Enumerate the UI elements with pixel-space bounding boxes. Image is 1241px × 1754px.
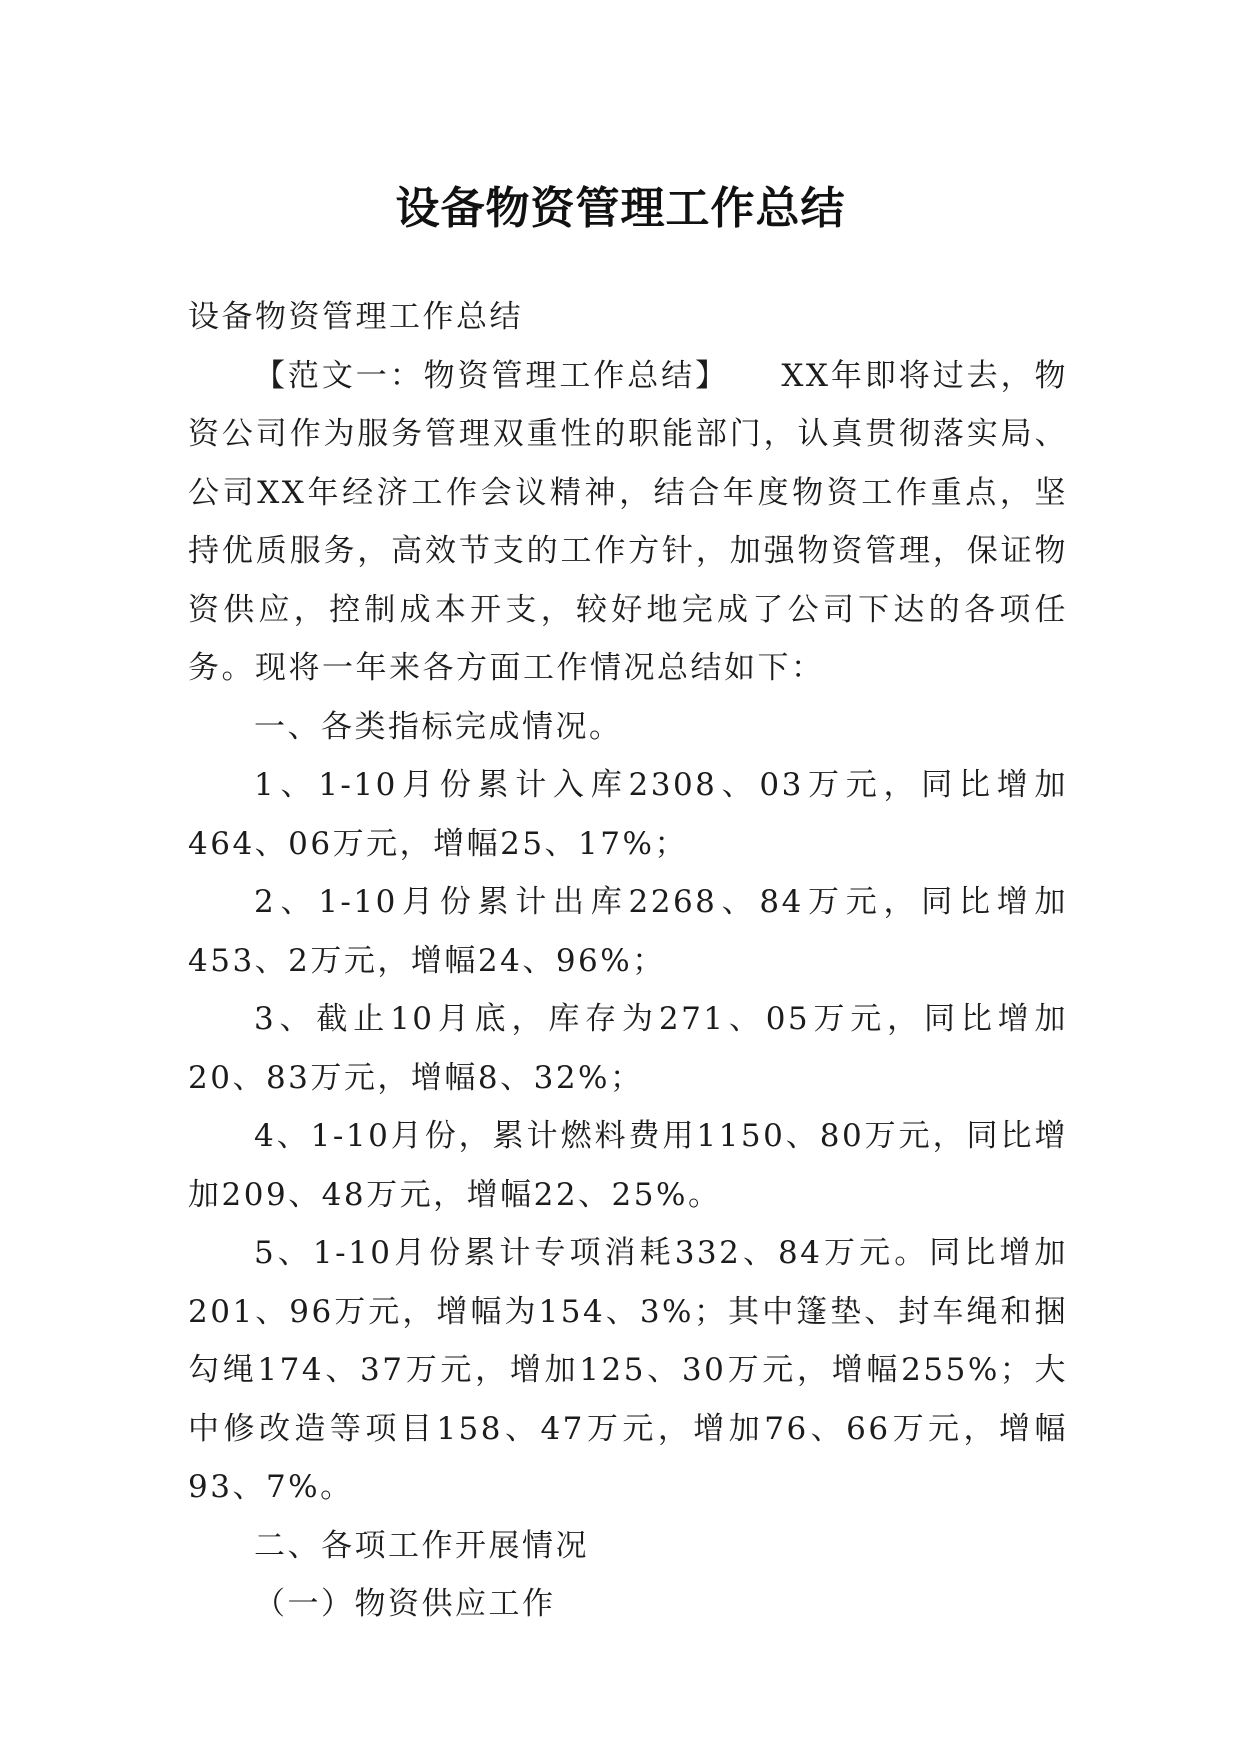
paragraph-item-5: 5、1-10月份累计专项消耗332、84万元。同比增加201、96万元，增幅为154、3%；其中篷垫、封车绳和捆勾绳174、37万元，增加125、30万元，增幅255%；大中修改造等项目158、47万元，增加76、66万元，增幅93、7%。 xyxy=(188,1235,1068,1505)
section-heading-work: 二、各项工作开展情况 xyxy=(254,1527,589,1564)
paragraph-item-4: 4、1-10月份，累计燃料费用1150、80万元，同比增加209、48万元，增幅22、25%。 xyxy=(188,1118,1068,1213)
paragraph-intro: 【范文一：物资管理工作总结】 XX年即将过去，物资公司作为服务管理双重性的职能部门，认真贯彻落实局、公司XX年经济工作会议精神，结合年度物资工作重点，坚持优质服务，高效节支的工作方针，加强物资管理，保证物资供应，控制成本开支，较好地完成了公司下达的各项任务。现将一年来各方面工作情况总结如下： xyxy=(188,357,1068,686)
section-heading-indicators: 一、各类指标完成情况。 xyxy=(254,708,623,745)
paragraph-item-1: 1、1-10月份累计入库2308、03万元，同比增加464、06万元，增幅25、17%； xyxy=(188,767,1068,862)
document-body xyxy=(188,288,1068,1634)
document-title: 设备物资管理工作总结 xyxy=(395,183,846,235)
subsection-heading-supply: （一）物资供应工作 xyxy=(254,1586,556,1622)
paragraph-item-3: 3、截止10月底，库存为271、05万元，同比增加20、83万元，增幅8、32%； xyxy=(188,1001,1068,1096)
paragraph-subtitle: 设备物资管理工作总结 xyxy=(188,299,523,335)
paragraph-item-2: 2、1-10月份累计出库2268、84万元，同比增加453、2万元，增幅24、96%； xyxy=(188,884,1068,979)
